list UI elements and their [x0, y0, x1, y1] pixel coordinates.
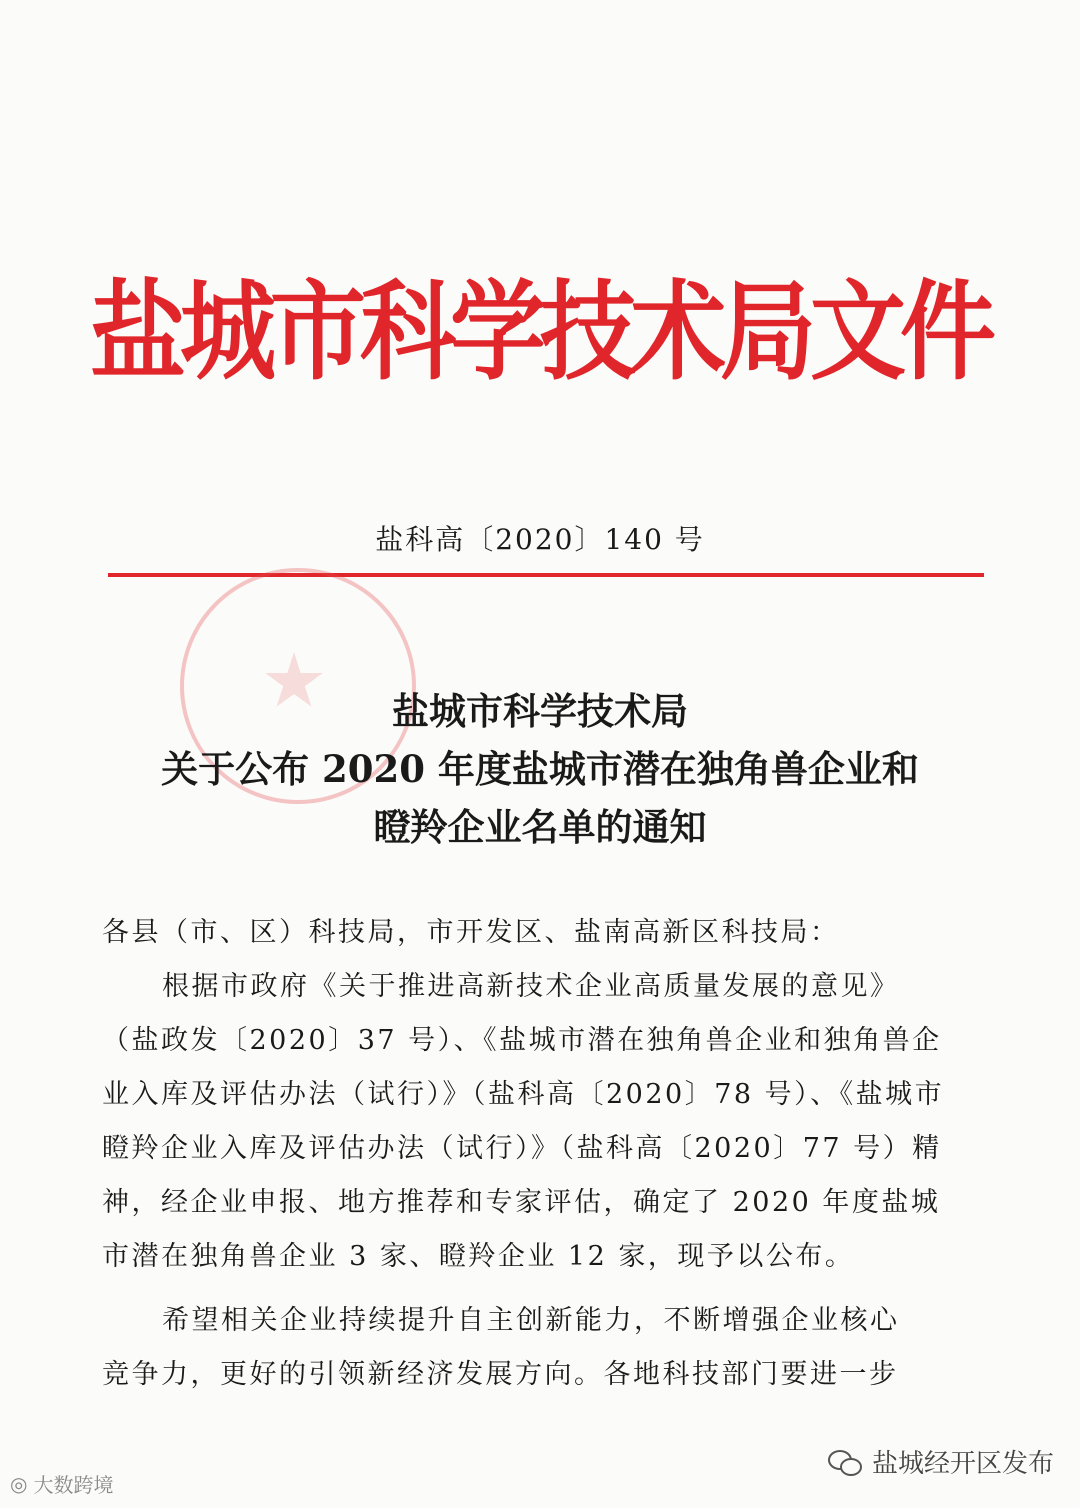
- paragraph-1-line: 神，经企业申报、地方推荐和专家评估，确定了 2020 年度盐城: [102, 1187, 941, 1218]
- left-watermark-text: 大数跨境: [33, 1473, 114, 1497]
- paragraph-1-line: 市潜在独角兽企业 3 家、瞪羚企业 12 家，现予以公布。: [102, 1241, 855, 1272]
- document-number: 盐科高〔2020〕140 号: [375, 523, 705, 556]
- addressee: 各县（市、区）科技局，市开发区、盐南高新区科技局：: [102, 917, 840, 948]
- paragraph-1-line: 业入库及评估办法（试行）》（盐科高〔2020〕78 号）、《盐城市: [102, 1079, 945, 1110]
- title-line-1: 盐城市科学技术局: [392, 689, 688, 733]
- right-watermark-text: 盐城经开区发布: [871, 1449, 1054, 1479]
- title-line-3: 瞪羚企业名单的通知: [373, 805, 707, 849]
- right-watermark: [828, 1443, 1054, 1480]
- notice-title: [0, 682, 1080, 856]
- paragraph-1-line: （盐政发〔2020〕37 号）、《盐城市潜在独角兽企业和独角兽企: [102, 1025, 942, 1056]
- paragraph-1-line: 瞪羚企业入库及评估办法（试行）》（盐科高〔2020〕77 号）精: [102, 1133, 942, 1164]
- wechat-icon: [828, 1448, 862, 1476]
- paragraph-2-line: 希望相关企业持续提升自主创新能力，不断增强企业核心: [162, 1305, 900, 1336]
- notice-body: [102, 906, 972, 1402]
- paragraph-2-line: 竞争力，更好的引领新经济发展方向。各地科技部门要进一步: [102, 1359, 899, 1390]
- paragraph-1-line: 根据市政府《关于推进高新技术企业高质量发展的意见》: [162, 971, 900, 1002]
- agency-title: 盐城市科学技术局文件: [90, 268, 990, 395]
- title-line-2: 关于公布 2020 年度盐城市潜在独角兽企业和: [161, 747, 919, 791]
- red-divider: [108, 573, 984, 577]
- watermark-logo-icon: ◎: [10, 1471, 28, 1496]
- left-watermark: [10, 1469, 113, 1498]
